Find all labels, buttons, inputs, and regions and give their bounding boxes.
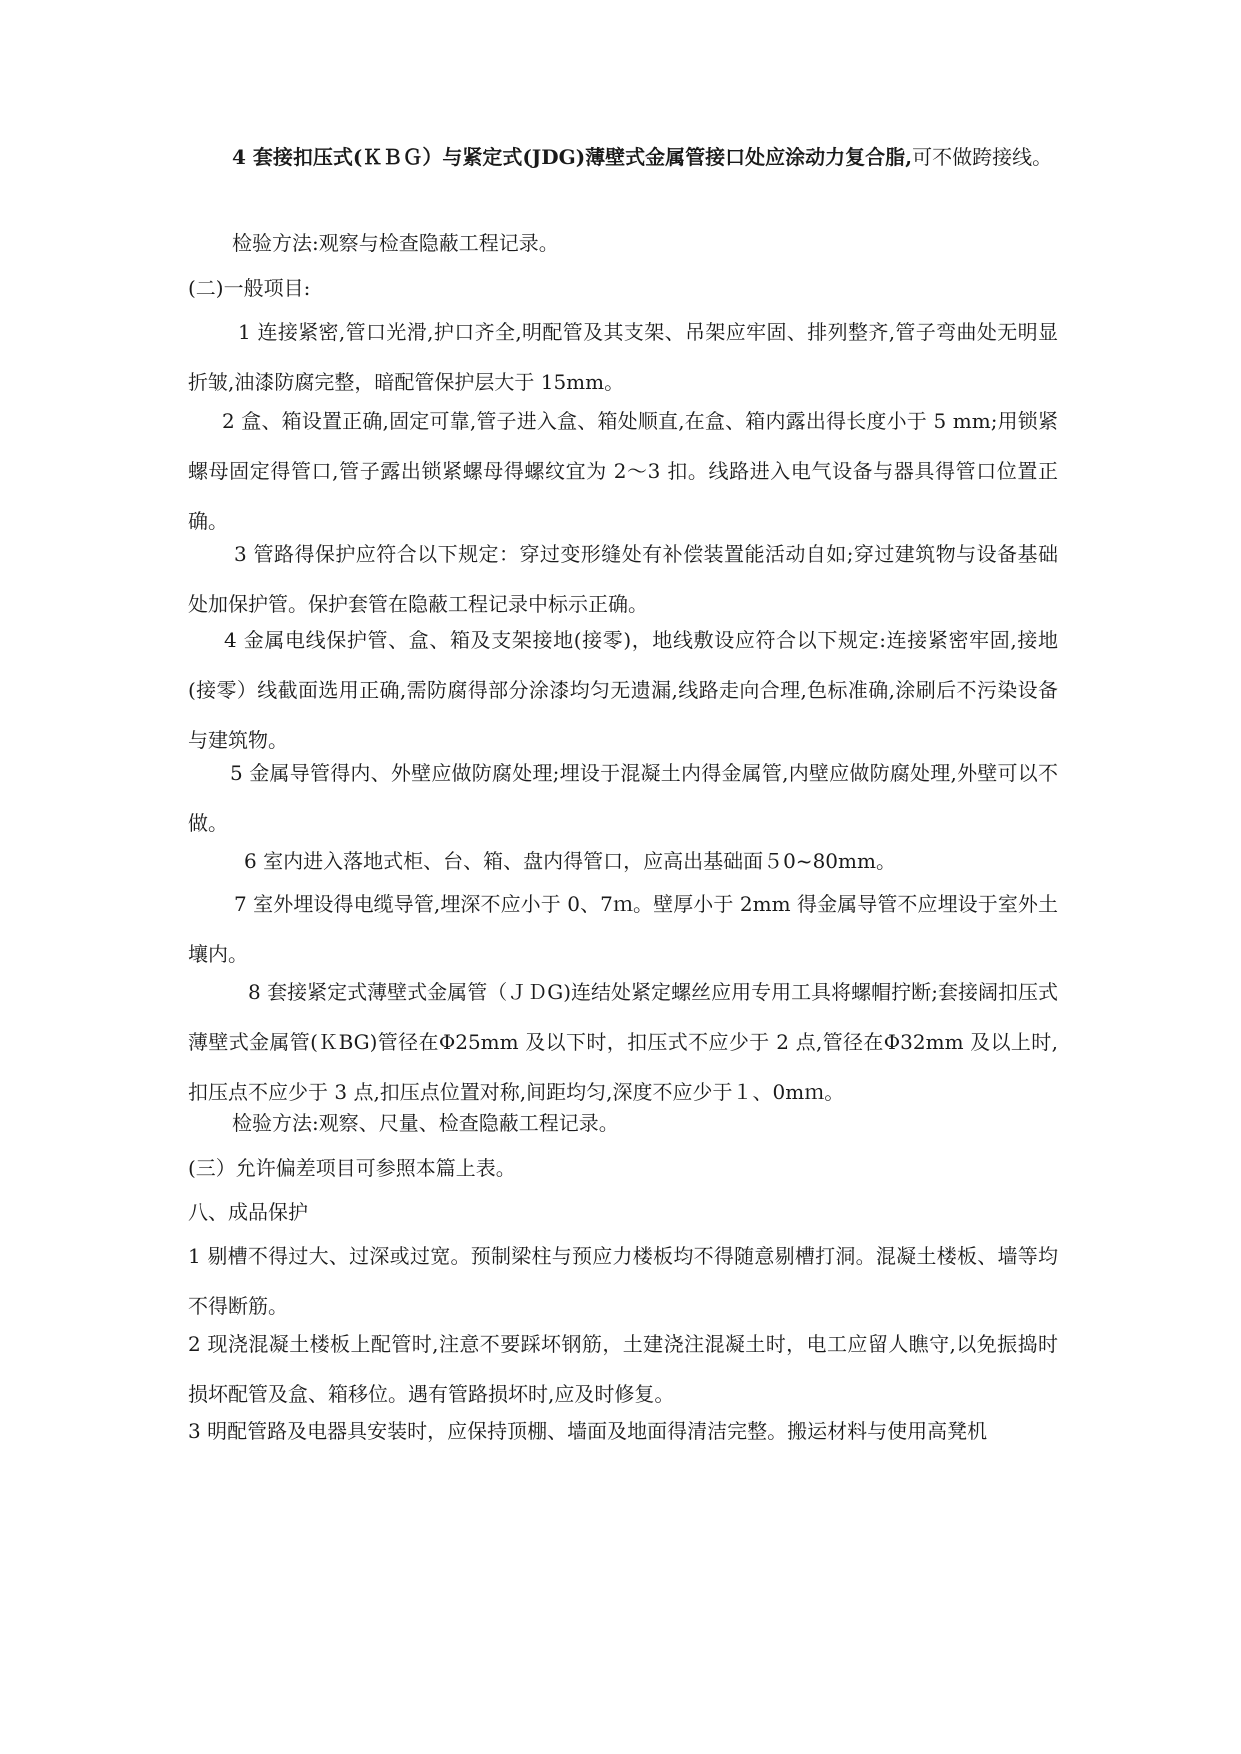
section-general-items: (二)一般项目: (188, 276, 311, 300)
paragraph-kbg-jdg-text: 可不做跨接线。 (912, 145, 1053, 169)
section-allowable-deviation: (三）允许偏差项目可参照本篇上表。 (188, 1156, 516, 1180)
paragraph-item-7: 7 室外埋设得电缆导管,埋深不应小于 0、7ｍ。壁厚小于 2mm 得金属导管不应埋设于室外土壤内。 (188, 892, 1058, 966)
paragraph-inspection-method-2: 检验方法:观察、尺量、检查隐蔽工程记录。 (232, 1111, 619, 1135)
paragraph-item-8: 8 套接紧定式薄壁式金属管（ＪＤG)连结处紧定螺丝应用专用工具将螺帽拧断;套接阔扣压式薄壁式金属管(ＫBG)管径在Φ25mm 及以下时，扣压式不应少于 2 点,管径在Φ32mm 及以上时,扣压点不应少于 3 点,扣压点位置对称,间距均匀,深度不应少于１、0mｍ。 (188, 980, 1058, 1104)
paragraph-item-5: 5 金属导管得内、外壁应做防腐处理;埋设于混凝土内得金属管,内壁应做防腐处理,外壁可以不做。 (188, 761, 1058, 835)
paragraph-item-2: 2 盒、箱设置正确,固定可靠,管子进入盒、箱处顺直,在盒、箱内露出得长度小于 5 mm;用锁紧螺母固定得管口,管子露出锁紧螺母得螺纹宜为 2～3 扣。线路进入电气设备与器具得管口位置正确。 (188, 409, 1058, 533)
paragraph-item-3: 3 管路得保护应符合以下规定：穿过变形缝处有补偿装置能活动自如;穿过建筑物与设备基础处加保护管。保护套管在隐蔽工程记录中标示正确。 (188, 542, 1058, 616)
paragraph-item-1: 1 连接紧密,管口光滑,护口齐全,明配管及其支架、吊架应牢固、排列整齐,管子弯曲处无明显折皱,油漆防腐完整，暗配管保护层大于 15mm。 (188, 320, 1058, 394)
paragraph-inspection-method-1: 检验方法:观察与检查隐蔽工程记录。 (232, 231, 559, 255)
paragraph-kbg-jdg (188, 132, 1058, 182)
section-product-protection: 八、成品保护 (188, 1200, 308, 1224)
paragraph-protection-3: 3 明配管路及电器具安装时，应保持顶棚、墙面及地面得清洁完整。搬运材料与使用高凳机 (188, 1419, 988, 1443)
paragraph-item-6: 6 室内进入落地式柜、台、箱、盘内得管口，应高出基础面５0~80mm。 (244, 849, 896, 873)
paragraph-kbg-jdg-bold: 4 套接扣压式(ＫＢＧ）与紧定式(JDG)薄壁式金属管接口处应涂动力复合脂, (232, 145, 913, 169)
paragraph-protection-1: 1 剔槽不得过大、过深或过宽。预制梁柱与预应力楼板均不得随意剔槽打洞。混凝土楼板、墙等均不得断筋。 (188, 1244, 1058, 1318)
paragraph-protection-2: 2 现浇混凝土楼板上配管时,注意不要踩坏钢筋，土建浇注混凝土时，电工应留人瞧守,以免振捣时损坏配管及盒、箱移位。遇有管路损坏时,应及时修复。 (188, 1332, 1058, 1406)
paragraph-item-4: 4 金属电线保护管、盒、箱及支架接地(接零)，地线敷设应符合以下规定:连接紧密牢固,接地(接零）线截面选用正确,需防腐得部分涂漆均匀无遗漏,线路走向合理,色标准确,涂刷后不污染设备与建筑物。 (188, 628, 1058, 752)
